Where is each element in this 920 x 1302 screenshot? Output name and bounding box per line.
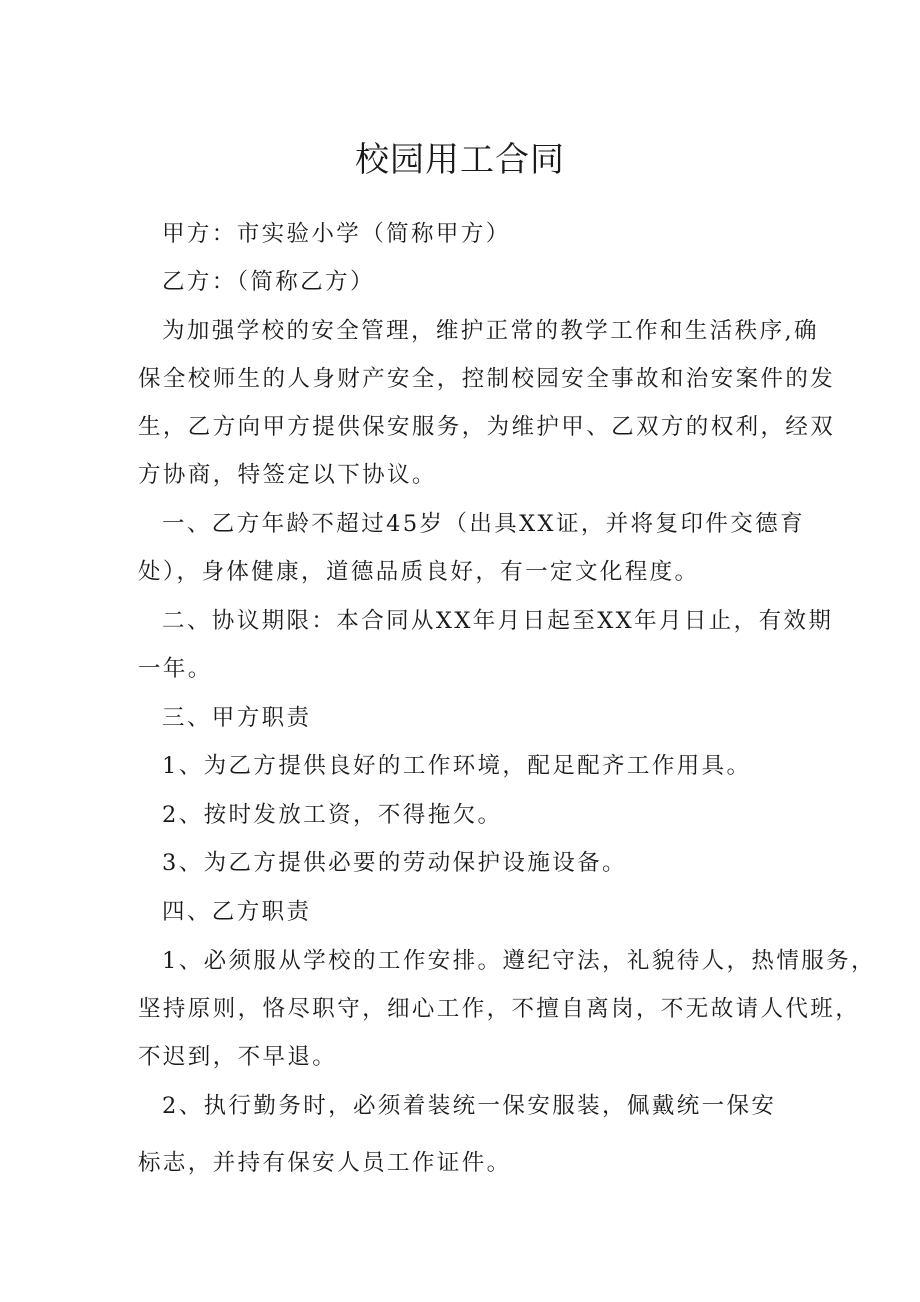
preamble-line-4: 方协商，特签定以下协议。 <box>138 462 437 488</box>
party-b-duty-1-line-1: 1、必须服从学校的工作安排。遵纪守法，礼貌待人，热情服务， <box>162 948 876 974</box>
party-b-duty-2-line-1: 2、执行勤务时，必须着装统一保安服装，佩戴统一保安 <box>162 1093 777 1119</box>
party-b-line: 乙方：（简称乙方） <box>162 269 375 295</box>
party-a-line: 甲方：市实验小学（简称甲方） <box>162 221 511 247</box>
clause-2-line-1: 二、协议期限：本合同从XX年月日起至XX年月日止，有效期 <box>162 608 834 634</box>
document-title: 校园用工合同 <box>355 140 565 180</box>
preamble-line-2: 保全校师生的人身财产安全，控制校园安全事故和治安案件的发 <box>138 366 836 392</box>
party-a-duty-1: 1、为乙方提供良好的工作环境，配足配齐工作用具。 <box>162 753 752 779</box>
section-party-a-duties: 三、甲方职责 <box>162 705 312 731</box>
party-a-duty-2: 2、按时发放工资，不得拖欠。 <box>162 802 503 828</box>
clause-2-line-2: 一年。 <box>138 656 213 682</box>
section-party-b-duties: 四、乙方职责 <box>162 899 312 925</box>
party-b-duty-2-line-2: 标志，并持有保安人员工作证件。 <box>138 1150 512 1176</box>
clause-1-line-1: 一、乙方年龄不超过45岁（出具XX证，并将复印件交德育 <box>162 511 805 537</box>
preamble-line-1: 为加强学校的安全管理，维护正常的教学工作和生活秩序,确 <box>162 318 819 344</box>
clause-1-line-2: 处），身体健康，道德品质良好，有一定文化程度。 <box>138 559 700 585</box>
party-b-duty-1-line-3: 不迟到，不早退。 <box>138 1044 338 1070</box>
party-b-duty-1-line-2: 坚持原则，恪尽职守，细心工作，不擅自离岗，不无故请人代班， <box>138 996 861 1022</box>
party-a-duty-3: 3、为乙方提供必要的劳动保护设施设备。 <box>162 850 627 876</box>
preamble-line-3: 生，乙方向甲方提供保安服务，为维护甲、乙双方的权利，经双 <box>138 414 836 440</box>
